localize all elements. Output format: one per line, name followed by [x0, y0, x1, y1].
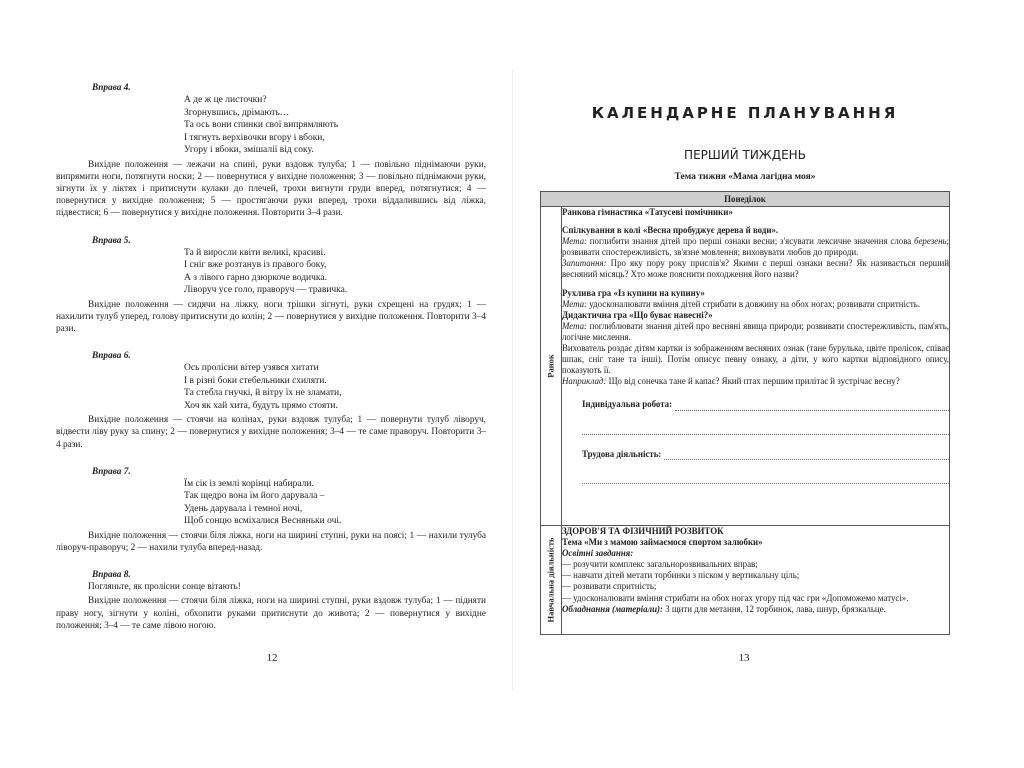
exercise-block [56, 554, 486, 632]
tasks-label: Освітні завдання: [562, 548, 634, 559]
example [562, 376, 949, 387]
activity-title: ЗДОРОВ'Я ТА ФІЗИЧНИЙ РОЗВИТОК [562, 526, 724, 536]
right-page [540, 82, 950, 682]
game-title: Рухлива гра «Із купини на купину» [562, 287, 705, 298]
poem-line: Ось пролісни вітер узявся хитати [184, 363, 319, 374]
poem-line: Хоч як хай хита, будуть прямо стояти. [184, 400, 338, 411]
exercise-title: Вправа 8. [92, 570, 131, 581]
poem-line: Ліворуч усе голо, праворуч — травичка. [184, 285, 348, 296]
questions-text: Про яку пору року прислів'я? Якими є перші ознаки весни? Як називається перший весняний місяць? Хто може пояснити походження його назви? [562, 258, 950, 280]
did-goal [562, 321, 949, 343]
questions-label: Запитання: [562, 258, 607, 269]
game-goal-label: Мета: [562, 298, 587, 309]
individual-work-label: Індивідуальна робота: [582, 399, 673, 410]
equipment-label: Обладнання (матеріали): [562, 603, 663, 614]
poem-line: А з лівого гарно дзюркоче водичка. [184, 272, 327, 283]
theme-label: Тема тижня [674, 172, 726, 182]
did-goal-text: поглиблювати знання дітей про весняні явища природи; розвивати спостережливість, пам'ять, логічне мислення. [562, 320, 950, 342]
activity-theme: Тема «Ми з мамою займаємося спортом залюбки» [562, 537, 763, 548]
morning-content [562, 207, 950, 526]
labor-label: Трудова діяльність: [582, 448, 662, 459]
poem-line: І сніг вже розтанув із правого боку, [184, 260, 327, 271]
exercise-title: Вправа 7. [92, 466, 131, 477]
tasks-list [562, 559, 949, 603]
labor-line-2 [582, 474, 949, 484]
book-spine [512, 70, 513, 690]
exercise-text: Вихідне положення — лежачи на спині, руки вздовж тулуба; 1 — повільно піднімаючи руки, випрямити ноги, потягнути носки; 2 — повернутися у вихідне положення; 3 — повільно піднімаючи руки, зігнути їх у ліктях і притиснути кулаки до плечей, трохи вигнути груди вперед, потягнутися; 4 — повернутися у вихідне положення; 5 — простягаючи руки вперед, трохи віддалившись від ліжка, підвестися; 6 — повернутися у вихідне положення. Повторити 3–4 рази. [56, 159, 486, 219]
did-goal-label: Мета: [562, 320, 587, 331]
task-item: — розвивати спритність; [562, 581, 657, 592]
poem-line: А де ж це листочки? [184, 95, 267, 105]
week-theme [540, 172, 950, 182]
exercise-text: Вихідне положення — стоячи біля ліжка, ноги на ширині ступні, руки вздовж тулуба; 1 — підняти праву ногу, зігнути у коліні, обхопити руками притиснути до живота; 2 — повернутися у вихідне положення; 3–4 — те саме лівою ногою. [56, 596, 486, 631]
theme-name: «Мама лагідна моя» [728, 172, 816, 182]
day-header: Понеділок [541, 192, 950, 207]
exercise-text: Вихідне положення — сидячи на ліжку, ноги трішки зігнуті, руки схрещені на грудях; 1 — нахилити тулуб уперед, голову притиснути до колін; 2 — повернутися у вихідне положення. Повторити 3–4 рази. [56, 299, 486, 334]
example-label: Наприклад: [562, 376, 607, 387]
week-title: ПЕРШИЙ ТИЖДЕНЬ [684, 148, 806, 162]
poem-line: Так щедро вона їм його дарувала – [184, 491, 325, 502]
exercise-text: Вихідне положення — стоячи на колінах, руки вздовж тулуба; 1 — повернути тулуб ліворуч, відвести ліву руку за спину; 2 — повернутися у вихідне положення; 3–4 — те саме праворуч. Повторити 3–4 рази. [56, 415, 486, 450]
did-text: Вихователь роздає дітям картки із зображенням весняних ознак (тане бурулька, цвіте пролісок, співає шпак, сніг тане та інші). Потім описує певну ознаку, а діти, у кого картки відповідного опису, показують її. [562, 343, 949, 376]
activity-content [562, 526, 950, 635]
individual-work-line-2 [582, 425, 949, 435]
poem-line: І тягнуть верхівочки вгору і вбоки, [184, 132, 325, 143]
equipment [562, 604, 949, 615]
left-page [56, 82, 486, 682]
poem [184, 478, 486, 528]
exercise-lead: Погляньте, як пролісни сонце вітають! [88, 582, 241, 593]
exercise-title: Вправа 4. [92, 83, 131, 93]
circle-goal-text: поглибити знання дітей про перші ознаки весни; з'ясувати лексичне значення слова [589, 236, 912, 247]
exercise-title: Вправа 6. [92, 351, 131, 362]
exercise-block [56, 220, 486, 336]
individual-work-line [582, 399, 949, 410]
poem-line: Та ось вони спинки свої випрямляють [184, 120, 339, 130]
did-title: Дидактична гра «Що буває навесні?» [562, 309, 713, 320]
example-text: Що від сонечка тане й капає? Який птах першим прилітає й зустрічає весну? [608, 376, 900, 387]
morning-label: Ранок [545, 354, 556, 378]
circle-title: Спілкування в колі «Весна пробуджує дерева й води». [562, 225, 779, 236]
task-item: — удосконалювати вміння стрибати на обох ногах угору під час гри «Допоможемо матусі». [562, 592, 909, 603]
plan-table [540, 191, 950, 635]
page-title: КАЛЕНДАРНЕ ПЛАНУВАННЯ [591, 104, 899, 122]
poem-line: Згорнувшись, дрімають… [184, 107, 290, 118]
page-number-right: 13 [738, 652, 750, 664]
poem-line: І в різні боки стебельники схиляти. [184, 375, 327, 386]
exercise-title: Вправа 5. [92, 235, 131, 246]
exercise-block [56, 82, 486, 220]
exercise-block [56, 451, 486, 554]
poem [184, 247, 486, 297]
game-goal [562, 299, 949, 310]
exercise-text: Вихідне положення — стоячи біля ліжка, ноги на ширині ступні, руки на поясі; 1 — нахили тулуба ліворуч-праворуч; 2 — нахили тулуба вперед-назад. [56, 530, 486, 553]
page-number-left: 12 [266, 652, 278, 664]
poem [184, 94, 486, 157]
poem-line: Угору і вбоки, змішалії від соку. [184, 145, 314, 155]
poem-line: Щоб сонцю всміхалися Весняньки очі. [184, 516, 342, 527]
morning-side-cell [541, 207, 562, 526]
activity-side-cell [541, 526, 562, 635]
poem-line: Та стебла гнучкі, й вітру їх не зламати, [184, 388, 342, 399]
task-item: — навчати дітей метати торбинки з піском у вертикальну ціль; [562, 570, 800, 581]
circle-goal-end: ; розвивати спостережливість, зв'язне мовлення; виховувати любов до природи. [562, 236, 950, 258]
task-item: — розучити комплекс загальнорозвивальних вправ; [562, 559, 758, 570]
morning-gym: Ранкова гімнастика «Татусеві помічники» [562, 207, 733, 217]
exercise-block [56, 335, 486, 451]
poem-line: Та й виросли квіти великі, красиві. [184, 247, 326, 258]
goal-label: Мета: [562, 236, 587, 247]
poem-line: Удень дарувала і темної ночі, [184, 503, 303, 514]
equipment-text: 3 щити для метання, 12 торбинок, лава, шнур, брязкальце. [665, 603, 886, 614]
circle-word: березень [914, 236, 947, 247]
poem [184, 362, 486, 412]
questions [562, 258, 949, 280]
labor-line [582, 449, 949, 460]
poem-line: Їм сік із землі корінці набирали. [184, 478, 314, 489]
game-goal-text: удосконалювати вміння дітей стрибати в довжину на обох ногах; розвивати спритність. [589, 298, 921, 309]
circle-goal [562, 236, 949, 258]
activity-label: Навчальна діяльність [545, 537, 556, 623]
